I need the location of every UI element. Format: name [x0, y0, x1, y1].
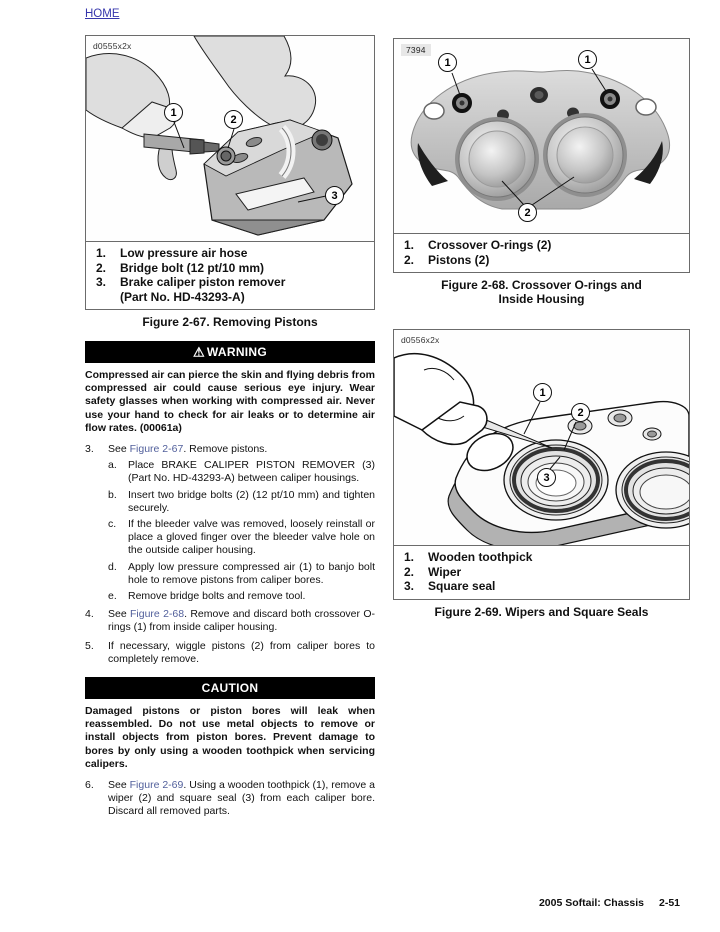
figure-2-69-image: [394, 330, 689, 545]
step-text-pre: See: [108, 608, 130, 621]
legend-num: 1.: [96, 246, 107, 260]
legend-text: (Part No. HD-43293-A): [120, 289, 245, 304]
legend-row: [404, 238, 683, 253]
step-5: [85, 640, 375, 666]
step-number: 3.: [85, 443, 94, 456]
footer-page-number: 2-51: [658, 897, 680, 909]
figure-2-67-caption: Figure 2-67. Removing Pistons: [142, 315, 318, 329]
step-number: 6.: [85, 779, 94, 792]
step-text: [108, 608, 375, 634]
hand: [394, 354, 519, 478]
step-text: If necessary, wiggle pistons (2) from caliper bores to completely remove.: [108, 639, 375, 665]
figure-2-68-box: [393, 38, 690, 273]
substep-text: Place BRAKE CALIPER PISTON REMOVER (3) (Part No. HD-43293-A) between caliper housings.: [128, 459, 375, 485]
legend-num: 2.: [96, 260, 107, 275]
substep-letter: b.: [108, 488, 117, 501]
caliper-housing-photo: [394, 39, 689, 233]
substep-text: Insert two bridge bolts (2) (12 pt/10 mm) and tighten securely.: [128, 488, 375, 514]
figure-2-69-link[interactable]: Figure 2-69: [129, 779, 184, 792]
figure-2-67-link[interactable]: Figure 2-67: [129, 443, 184, 456]
substep-letter: d.: [108, 560, 117, 573]
caution-body: Damaged pistons or piston bores will leak when reassembled. Do not use metal objects to remove or install objects from piston bores. Prevent damage to bores by only using a wooden toothpick when servicing calipers.: [85, 705, 375, 770]
substep-letter: a.: [108, 459, 117, 472]
warning-triangle-icon: ⚠: [192, 344, 205, 359]
right-column: [393, 38, 690, 619]
procedure-steps: [85, 443, 375, 666]
legend-text: Low pressure air hose: [120, 246, 248, 260]
pistons-removal-illustration: [86, 36, 374, 241]
step-text: [108, 443, 375, 456]
step-number: 5.: [85, 639, 94, 652]
step-text-pre: See: [108, 443, 130, 456]
legend-row: [96, 275, 368, 290]
step-number: 4.: [85, 608, 94, 621]
legend-text: Pistons (2): [428, 252, 490, 267]
callout-1-badge: 1: [533, 383, 552, 402]
legend-text: Wiper: [428, 564, 462, 579]
left-bore: [504, 440, 608, 520]
step-3e: [108, 590, 375, 603]
figure-2-68-caption: [393, 278, 690, 306]
figure-2-69-legend: [394, 545, 689, 599]
figure-2-67-image: [86, 36, 374, 241]
legend-text: Crossover O-rings (2): [428, 238, 552, 252]
callout-3-badge: 3: [325, 186, 344, 205]
caliper-housing: [411, 70, 669, 209]
legend-num: 1.: [404, 238, 415, 252]
page-footer: [539, 897, 680, 909]
legend-num: [96, 290, 120, 305]
figure-2-68-image: [394, 39, 689, 233]
legend-num: 2.: [404, 564, 415, 579]
procedure-steps-continued: [85, 779, 375, 819]
step-text-post: . Remove and discard both crossover O-rings (1) from inside caliper housing.: [108, 608, 375, 634]
legend-text: Wooden toothpick: [428, 550, 533, 564]
substep-letter: c.: [108, 518, 117, 531]
legend-text: Bridge bolt (12 pt/10 mm): [120, 260, 265, 275]
seal-removal-illustration: [394, 330, 689, 545]
callout-2-badge: 2: [224, 110, 243, 129]
figure-2-68-legend: [394, 233, 689, 272]
step-4: [85, 608, 375, 634]
legend-row: [96, 246, 368, 261]
legend-row: [404, 253, 683, 268]
caution-banner: [85, 677, 375, 699]
caution-title: CAUTION: [201, 681, 259, 696]
left-hand: [86, 54, 176, 138]
callout-1-badge: 1: [578, 50, 597, 69]
step-3a: [108, 459, 375, 485]
home-link[interactable]: HOME: [85, 8, 120, 20]
step-text-pre: See: [108, 779, 130, 792]
callout-1-badge: 1: [438, 53, 457, 72]
figure-2-68-id-label: 7394: [401, 44, 431, 56]
figure-2-69-box: [393, 329, 690, 600]
callout-3-badge: 3: [537, 468, 556, 487]
legend-text: Square seal: [428, 579, 496, 593]
callout-2-badge: 2: [518, 203, 537, 222]
step-text: [108, 779, 375, 819]
legend-num: 3.: [96, 275, 107, 289]
legend-row: [96, 290, 368, 305]
left-column: [85, 35, 375, 819]
figure-2-69-id-label: d0556x2x: [401, 335, 440, 345]
figure-2-68-link[interactable]: Figure 2-68: [130, 608, 185, 621]
legend-num: 2.: [404, 252, 415, 267]
callout-2-badge: 2: [571, 403, 590, 422]
step-3c: [108, 518, 375, 558]
figure-2-67-box: [85, 35, 375, 310]
legend-text: Brake caliper piston remover: [120, 275, 286, 289]
warning-banner: [85, 341, 375, 363]
substep-text: Remove bridge bolts and remove tool.: [128, 590, 306, 603]
warning-title: WARNING: [206, 345, 268, 359]
step-3: [85, 443, 375, 456]
callout-1-badge: 1: [164, 103, 183, 122]
figure-2-67-legend: [86, 241, 374, 309]
warning-body: Compressed air can pierce the skin and flying debris from compressed air could cause serious eye injury. Wear safety glasses when working with compressed air. Never use your hand to check for air leaks or to determine air flow rates. (00061a): [85, 369, 376, 434]
step-6: [85, 779, 375, 819]
step-3d: [108, 561, 375, 587]
substep-letter: e.: [108, 590, 117, 603]
caption-line-2: Inside Housing: [498, 292, 585, 306]
footer-section-title: 2005 Softail: Chassis: [538, 897, 644, 909]
legend-row: [404, 579, 683, 594]
step-text-post: . Remove pistons.: [183, 443, 268, 456]
legend-row: [404, 550, 683, 565]
step-text-post: . Using a wooden toothpick (1), remove a wiper (2) and square seal (3) from each caliper bore. Discard all removed parts.: [108, 779, 375, 818]
legend-row: [404, 565, 683, 580]
step-3b: [108, 489, 375, 515]
figure-2-69-caption: Figure 2-69. Wipers and Square Seals: [434, 604, 649, 619]
legend-row: [96, 261, 368, 276]
substep-text: Apply low pressure compressed air (1) to banjo bolt hole to remove pistons from caliper bores.: [128, 560, 375, 586]
caption-line-1: Figure 2-68. Crossover O-rings and: [441, 278, 642, 292]
figure-2-67-id-label: d0555x2x: [93, 41, 132, 51]
brake-caliper: [204, 120, 352, 235]
legend-num: 1.: [404, 550, 415, 564]
substep-text: If the bleeder valve was removed, loosely reinstall or place a gloved finger over the bleeder valve hole on the outside caliper housing.: [128, 518, 375, 557]
legend-num: 3.: [404, 579, 415, 593]
